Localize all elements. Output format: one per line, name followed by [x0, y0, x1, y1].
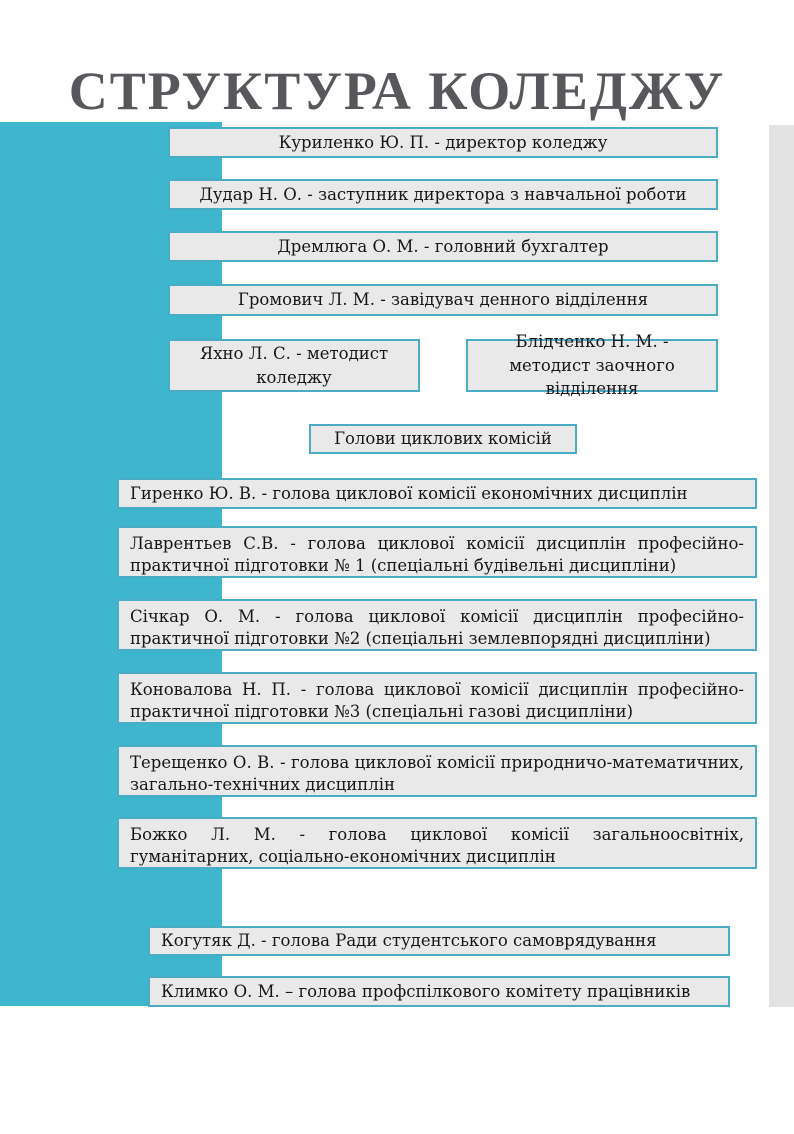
org-box-chief-accountant: Дремлюга О. М. - головний бухгалтер: [168, 231, 718, 262]
org-box-director: Куриленко Ю. П. - директор коледжу: [168, 127, 718, 158]
org-box-commission-natural-sciences: Терещенко О. В. - голова циклової комісії природничо-математичних, загально-технічних дисциплін: [117, 745, 757, 797]
org-box-student-council-head: Когутяк Д. - голова Ради студентського самоврядування: [148, 926, 730, 956]
org-box-commissions-header: Голови циклових комісій: [309, 424, 577, 454]
org-box-college-methodist: Яхно Л. С. - методист коледжу: [168, 339, 420, 392]
org-box-distance-methodist: Блідченко Н. М. - методист заочного відділення: [466, 339, 718, 392]
org-box-deputy-director: Дудар Н. О. - заступник директора з навчальної роботи: [168, 179, 718, 210]
org-box-commission-practical-3: Коновалова Н. П. - голова циклової комісії дисциплін професійно-практичної підготовки №3 (спеціальні газові дисципліни): [117, 672, 757, 724]
org-box-commission-humanities: Божко Л. М. - голова циклової комісії загальноосвітніх, гуманітарних, соціально-економічних дисциплін: [117, 817, 757, 869]
right-gray-strip: [769, 125, 794, 1007]
org-box-commission-economics: Гиренко Ю. В. - голова циклової комісії економічних дисциплін: [117, 478, 757, 509]
org-box-commission-practical-2: Січкар О. М. - голова циклової комісії дисциплін професійно-практичної підготовки №2 (спеціальні землевпорядні дисципліни): [117, 599, 757, 651]
org-box-day-department-head: Громович Л. М. - завідувач денного відділення: [168, 284, 718, 316]
page-title: СТРУКТУРА КОЛЕДЖУ: [68, 61, 726, 122]
org-box-commission-practical-1: Лаврентьев С.В. - голова циклової комісії дисциплін професійно-практичної підготовки № 1 (спеціальні будівельні дисципліни): [117, 526, 757, 578]
org-box-trade-union-head: Климко О. М. – голова профспілкового комітету працівників: [148, 976, 730, 1007]
